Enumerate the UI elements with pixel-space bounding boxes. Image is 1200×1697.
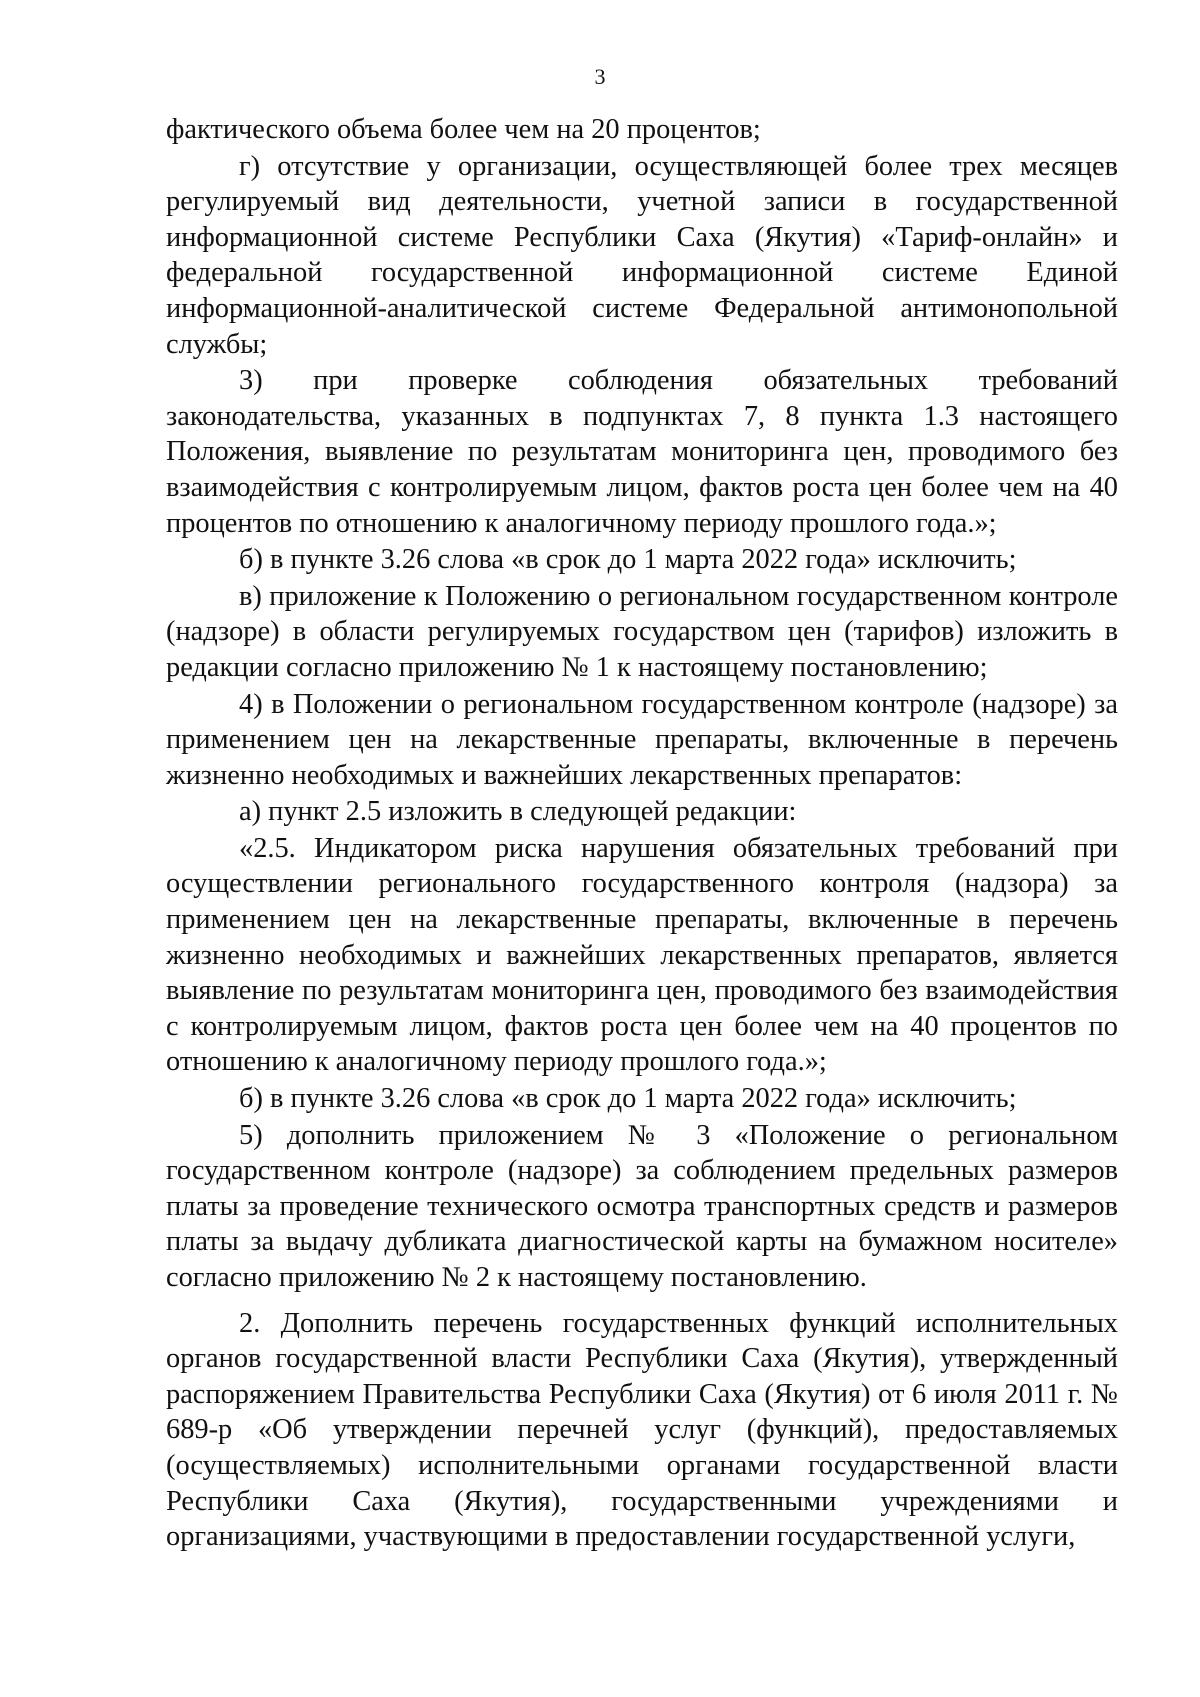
paragraph: б) в пункте 3.26 слова «в срок до 1 марта 2022 года» исключить; (239, 1083, 1017, 1115)
paragraph: «2.5. Индикатором риска нарушения обязательных требований при осуществлении регионального государственного контроля (надзора) за применением цен на лекарственные препараты, включенные в перечень жизненно необходимых и важнейших лекарственных препаратов, является выявление по результатам мониторинга цен, проводимого без взаимодействия с контролируемым лицом, фактов роста цен более чем на 40 процентов по отношению к аналогичному периоду прошлого года.»; (166, 832, 1118, 1078)
page-number: 3 (594, 64, 606, 89)
paragraph: б) в пункте 3.26 слова «в срок до 1 марта 2022 года» исключить; (239, 544, 1017, 576)
paragraph: в) приложение к Положению о региональном государственном контроле (надзоре) в области регулируемых государством цен (тарифов) изложить в редакции согласно приложению № 1 к настоящему постановлению; (166, 580, 1118, 683)
document-body (166, 112, 1118, 1556)
paragraph: 3) при проверке соблюдения обязательных требований законодательства, указанных в подпунктах 7, 8 пункта 1.3 настоящего Положения, выявление по результатам мониторинга цен, проводимого без взаимодействия с контролируемым лицом, фактов роста цен более чем на 40 процентов по отношению к аналогичному периоду прошлого года.»; (166, 365, 1118, 539)
paragraph: 2. Дополнить перечень государственных функций исполнительных органов государственной власти Республики Саха (Якутия), утвержденный распоряжением Правительства Республики Саха (Якутия) от 6 июля 2011 г. № 689-р «Об утверждении перечней услуг (функций), предоставляемых (осуществляемых) исполнительными органами государственной власти Республики Саха (Якутия), государственными учреждениями и организациями, участвующими в предоставлении государственной услуги, (166, 1307, 1118, 1553)
paragraph: а) пункт 2.5 изложить в следующей редакции: (239, 796, 797, 828)
paragraph: фактического объема более чем на 20 процентов; (166, 114, 761, 145)
paragraph: 4) в Положении о региональном государственном контроле (надзоре) за применением цен на лекарственные препараты, включенные в перечень жизненно необходимых и важнейших лекарственных препаратов: (166, 688, 1118, 791)
paragraph: 5) дополнить приложением № 3 «Положение о региональном государственном контроле (надзоре) за соблюдением предельных размеров платы за проведение технического осмотра транспортных средств и размеров платы за выдачу дубликата диагностической карты на бумажном носителе» согласно приложению № 2 к настоящему постановлению. (166, 1119, 1118, 1293)
paragraph: г) отсутствие у организации, осуществляющей более трех месяцев регулируемый вид деятельности, учетной записи в государственной информационной системе Республики Саха (Якутия) «Тариф-онлайн» и федеральной государственной информационной системе Единой информационной-аналитической системе Федеральной антимонопольной службы; (166, 150, 1118, 360)
